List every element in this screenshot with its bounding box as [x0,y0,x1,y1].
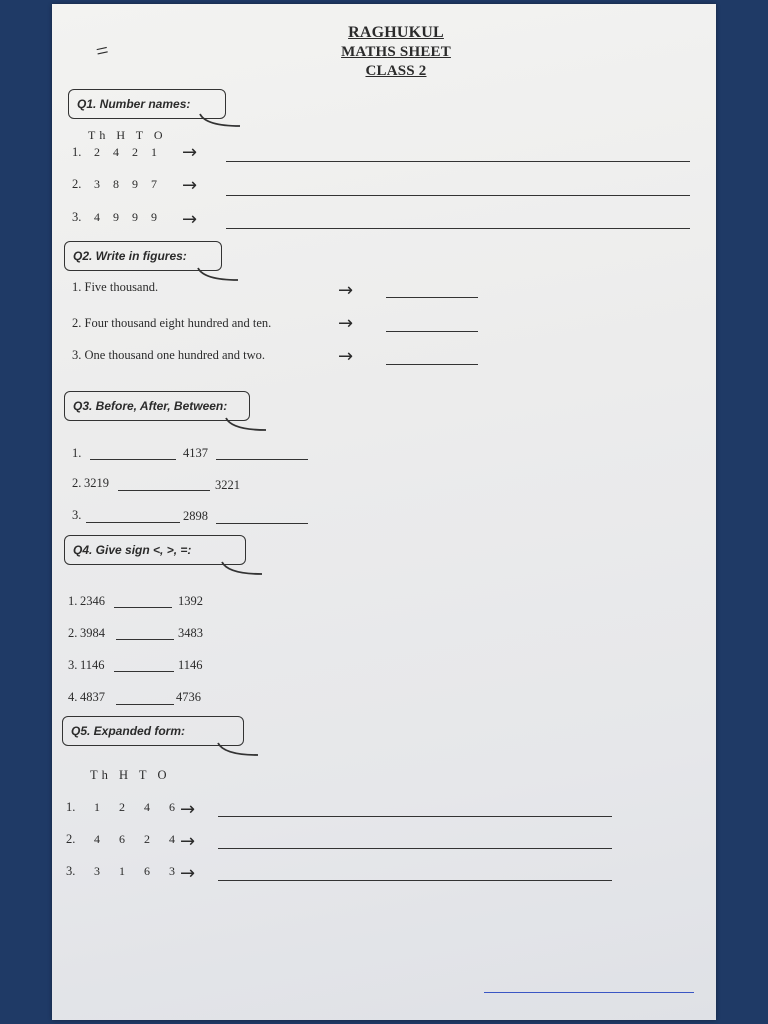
q5-box-tail [214,741,262,761]
q5-item-1-answer-line[interactable] [218,816,612,817]
q3-item-1-after-blank[interactable] [216,459,308,460]
q1-item-2-arrow: → [182,175,198,196]
q3-item-3-before-blank[interactable] [86,522,180,523]
q1-item-1-answer-line[interactable] [226,161,690,162]
q4-item-1-left: 2346 [80,594,105,608]
q1-item-3-digits: 4 9 9 9 [94,210,162,224]
school-name: RAGHUKUL [348,24,444,41]
q1-item-2-digits: 3 8 9 7 [94,177,162,191]
q5-item-1-arrow: → [180,799,196,820]
q4-item-2-label: 2. [68,626,78,640]
q3-title-box: Q3. Before, After, Between: [64,391,250,421]
q5-item-2-answer-line[interactable] [218,848,612,849]
q3-item-2-between-blank[interactable] [118,490,210,491]
q3-item-3-label: 3. [72,508,82,522]
pen-mark: = [93,36,111,65]
q4-item-1-sign-blank[interactable] [114,607,172,608]
q3-box-tail [222,416,270,436]
q4-item-4-sign-blank[interactable] [116,704,174,705]
q2-item-1-arrow: → [338,280,354,301]
q4-item-2-left: 3984 [80,626,105,640]
q5-item-1-digits: 1 2 4 6 [94,800,183,814]
q5-place-header: Th H T O [90,768,171,782]
q1-box-tail [196,112,244,132]
q5-item-3-digits: 3 1 6 3 [94,864,183,878]
q1-item-3-answer-line[interactable] [226,228,690,229]
q4-item-3-left: 1146 [80,658,105,672]
footer-blue-line [484,992,694,993]
q2-item-2-answer-line[interactable] [386,331,478,332]
q2-item-3-arrow: → [338,346,354,367]
q4-item-1-label: 1. [68,594,78,608]
q1-item-1-label: 1. [72,145,82,159]
q4-item-3-sign-blank[interactable] [114,671,174,672]
q4-box-tail [218,560,266,580]
q1-item-3-label: 3. [72,210,82,224]
q1-item-1-digits: 2 4 2 1 [94,145,162,159]
q5-item-1-label: 1. [66,800,76,814]
q3-item-1-given: 4137 [183,446,208,460]
q4-item-4-right: 4736 [176,690,201,704]
q3-item-1-label: 1. [72,446,82,460]
q4-title-box: Q4. Give sign <, >, =: [64,535,246,565]
q2-item-1-text: 1. Five thousand. [72,280,159,294]
q2-item-3-answer-line[interactable] [386,364,478,365]
q3-item-1-before-blank[interactable] [90,459,176,460]
class-title: CLASS 2 [365,63,427,79]
q5-item-2-digits: 4 6 2 4 [94,832,183,846]
q5-item-3-arrow: → [180,863,196,884]
q1-item-2-label: 2. [72,177,82,191]
q4-item-2-right: 3483 [178,626,203,640]
q3-item-2-before: 3219 [84,476,109,490]
q5-item-3-label: 3. [66,864,76,878]
q5-item-3-answer-line[interactable] [218,880,612,881]
q2-box-tail [194,266,242,286]
q1-item-3-arrow: → [182,209,198,230]
q4-item-3-label: 3. [68,658,78,672]
q2-item-2-text: 2. Four thousand eight hundred and ten. [72,316,272,330]
q1-item-1-arrow: → [182,142,198,163]
q4-item-2-sign-blank[interactable] [116,639,174,640]
q3-item-3-given: 2898 [183,509,208,523]
q2-title-box: Q2. Write in figures: [64,241,222,271]
q4-item-3-right: 1146 [178,658,203,672]
q4-item-4-left: 4837 [80,690,105,704]
q5-title-box: Q5. Expanded form: [62,716,244,746]
sheet-title: MATHS SHEET [341,44,451,60]
q2-item-3-text: 3. One thousand one hundred and two. [72,348,266,362]
q1-item-2-answer-line[interactable] [226,195,690,196]
q2-item-1-answer-line[interactable] [386,297,478,298]
q3-item-3-after-blank[interactable] [216,523,308,524]
q1-title-box: Q1. Number names: [68,89,226,119]
q4-item-4-label: 4. [68,690,78,704]
q3-item-2-given: 3221 [215,478,240,492]
q5-item-2-arrow: → [180,831,196,852]
q3-item-2-label: 2. [72,476,82,490]
q2-item-2-arrow: → [338,313,354,334]
q1-place-header: Th H T O [88,128,167,142]
q5-item-2-label: 2. [66,832,76,846]
q4-item-1-right: 1392 [178,594,203,608]
